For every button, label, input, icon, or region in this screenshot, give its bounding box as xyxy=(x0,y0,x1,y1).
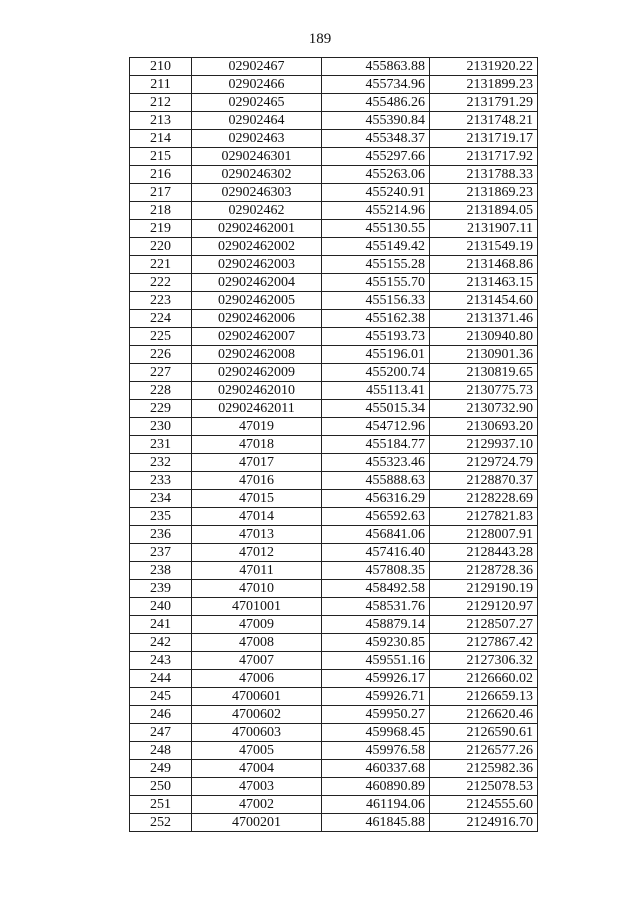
table-row xyxy=(130,292,538,310)
point-id-cell: 02902462008 xyxy=(192,346,322,364)
point-id-cell: 47003 xyxy=(192,778,322,796)
y-coordinate-cell: 2131748.21 xyxy=(430,112,538,130)
y-coordinate-cell: 2128443.28 xyxy=(430,544,538,562)
table-row xyxy=(130,238,538,256)
x-coordinate-cell: 455015.34 xyxy=(322,400,430,418)
x-coordinate-cell: 455113.41 xyxy=(322,382,430,400)
x-coordinate-cell: 455486.26 xyxy=(322,94,430,112)
row-number-cell: 216 xyxy=(130,166,192,184)
y-coordinate-cell: 2126590.61 xyxy=(430,724,538,742)
x-coordinate-cell: 455323.46 xyxy=(322,454,430,472)
y-coordinate-cell: 2124555.60 xyxy=(430,796,538,814)
x-coordinate-cell: 461194.06 xyxy=(322,796,430,814)
row-number-cell: 211 xyxy=(130,76,192,94)
point-id-cell: 4700602 xyxy=(192,706,322,724)
point-id-cell: 47006 xyxy=(192,670,322,688)
x-coordinate-cell: 455348.37 xyxy=(322,130,430,148)
x-coordinate-cell: 455196.01 xyxy=(322,346,430,364)
row-number-cell: 232 xyxy=(130,454,192,472)
point-id-cell: 02902462005 xyxy=(192,292,322,310)
x-coordinate-cell: 455149.42 xyxy=(322,238,430,256)
y-coordinate-cell: 2125982.36 xyxy=(430,760,538,778)
row-number-cell: 240 xyxy=(130,598,192,616)
table-row xyxy=(130,598,538,616)
y-coordinate-cell: 2126620.46 xyxy=(430,706,538,724)
point-id-cell: 02902462004 xyxy=(192,274,322,292)
x-coordinate-cell: 459968.45 xyxy=(322,724,430,742)
y-coordinate-cell: 2129724.79 xyxy=(430,454,538,472)
x-coordinate-cell: 454712.96 xyxy=(322,418,430,436)
table-row xyxy=(130,400,538,418)
table-row xyxy=(130,274,538,292)
table-row xyxy=(130,112,538,130)
point-id-cell: 02902462007 xyxy=(192,328,322,346)
row-number-cell: 234 xyxy=(130,490,192,508)
x-coordinate-cell: 455162.38 xyxy=(322,310,430,328)
point-id-cell: 02902467 xyxy=(192,58,322,76)
y-coordinate-cell: 2131454.60 xyxy=(430,292,538,310)
y-coordinate-cell: 2131920.22 xyxy=(430,58,538,76)
y-coordinate-cell: 2131791.29 xyxy=(430,94,538,112)
y-coordinate-cell: 2129120.97 xyxy=(430,598,538,616)
x-coordinate-cell: 459950.27 xyxy=(322,706,430,724)
x-coordinate-cell: 455297.66 xyxy=(322,148,430,166)
table-row xyxy=(130,706,538,724)
x-coordinate-cell: 460337.68 xyxy=(322,760,430,778)
y-coordinate-cell: 2131371.46 xyxy=(430,310,538,328)
table-row xyxy=(130,220,538,238)
row-number-cell: 218 xyxy=(130,202,192,220)
point-id-cell: 02902462011 xyxy=(192,400,322,418)
x-coordinate-cell: 460890.89 xyxy=(322,778,430,796)
y-coordinate-cell: 2130819.65 xyxy=(430,364,538,382)
point-id-cell: 02902462006 xyxy=(192,310,322,328)
row-number-cell: 241 xyxy=(130,616,192,634)
x-coordinate-cell: 455734.96 xyxy=(322,76,430,94)
row-number-cell: 212 xyxy=(130,94,192,112)
table-row xyxy=(130,490,538,508)
x-coordinate-cell: 455184.77 xyxy=(322,436,430,454)
table-row xyxy=(130,202,538,220)
y-coordinate-cell: 2130940.80 xyxy=(430,328,538,346)
table-row xyxy=(130,814,538,832)
y-coordinate-cell: 2131549.19 xyxy=(430,238,538,256)
y-coordinate-cell: 2131719.17 xyxy=(430,130,538,148)
point-id-cell: 4700601 xyxy=(192,688,322,706)
x-coordinate-cell: 458492.58 xyxy=(322,580,430,598)
point-id-cell: 02902462002 xyxy=(192,238,322,256)
row-number-cell: 243 xyxy=(130,652,192,670)
x-coordinate-cell: 455193.73 xyxy=(322,328,430,346)
x-coordinate-cell: 457416.40 xyxy=(322,544,430,562)
row-number-cell: 237 xyxy=(130,544,192,562)
point-id-cell: 47010 xyxy=(192,580,322,598)
y-coordinate-cell: 2125078.53 xyxy=(430,778,538,796)
y-coordinate-cell: 2124916.70 xyxy=(430,814,538,832)
point-id-cell: 47016 xyxy=(192,472,322,490)
coordinates-table xyxy=(129,57,538,832)
y-coordinate-cell: 2128728.36 xyxy=(430,562,538,580)
x-coordinate-cell: 455200.74 xyxy=(322,364,430,382)
row-number-cell: 245 xyxy=(130,688,192,706)
table-row xyxy=(130,562,538,580)
row-number-cell: 250 xyxy=(130,778,192,796)
y-coordinate-cell: 2131907.11 xyxy=(430,220,538,238)
row-number-cell: 252 xyxy=(130,814,192,832)
table-row xyxy=(130,634,538,652)
table-row xyxy=(130,328,538,346)
row-number-cell: 229 xyxy=(130,400,192,418)
coordinates-table-body xyxy=(130,58,538,832)
y-coordinate-cell: 2130901.36 xyxy=(430,346,538,364)
page-number: 189 xyxy=(308,31,332,47)
x-coordinate-cell: 455263.06 xyxy=(322,166,430,184)
table-row xyxy=(130,742,538,760)
y-coordinate-cell: 2127306.32 xyxy=(430,652,538,670)
table-row xyxy=(130,346,538,364)
table-row xyxy=(130,382,538,400)
table-row xyxy=(130,760,538,778)
y-coordinate-cell: 2128228.69 xyxy=(430,490,538,508)
y-coordinate-cell: 2126659.13 xyxy=(430,688,538,706)
x-coordinate-cell: 459926.17 xyxy=(322,670,430,688)
table-row xyxy=(130,76,538,94)
y-coordinate-cell: 2130693.20 xyxy=(430,418,538,436)
table-row xyxy=(130,58,538,76)
row-number-cell: 225 xyxy=(130,328,192,346)
table-row xyxy=(130,778,538,796)
y-coordinate-cell: 2126577.26 xyxy=(430,742,538,760)
row-number-cell: 248 xyxy=(130,742,192,760)
x-coordinate-cell: 458879.14 xyxy=(322,616,430,634)
x-coordinate-cell: 455888.63 xyxy=(322,472,430,490)
row-number-cell: 222 xyxy=(130,274,192,292)
point-id-cell: 02902465 xyxy=(192,94,322,112)
point-id-cell: 02902462010 xyxy=(192,382,322,400)
x-coordinate-cell: 459976.58 xyxy=(322,742,430,760)
row-number-cell: 244 xyxy=(130,670,192,688)
table-row xyxy=(130,688,538,706)
x-coordinate-cell: 455156.33 xyxy=(322,292,430,310)
point-id-cell: 4700201 xyxy=(192,814,322,832)
table-row xyxy=(130,94,538,112)
table-row xyxy=(130,148,538,166)
point-id-cell: 02902466 xyxy=(192,76,322,94)
table-row xyxy=(130,166,538,184)
x-coordinate-cell: 457808.35 xyxy=(322,562,430,580)
row-number-cell: 239 xyxy=(130,580,192,598)
x-coordinate-cell: 459551.16 xyxy=(322,652,430,670)
row-number-cell: 210 xyxy=(130,58,192,76)
x-coordinate-cell: 455240.91 xyxy=(322,184,430,202)
point-id-cell: 47004 xyxy=(192,760,322,778)
x-coordinate-cell: 455130.55 xyxy=(322,220,430,238)
row-number-cell: 235 xyxy=(130,508,192,526)
table-row xyxy=(130,310,538,328)
y-coordinate-cell: 2128007.91 xyxy=(430,526,538,544)
table-row xyxy=(130,724,538,742)
table-row xyxy=(130,130,538,148)
row-number-cell: 215 xyxy=(130,148,192,166)
row-number-cell: 228 xyxy=(130,382,192,400)
table-row xyxy=(130,256,538,274)
y-coordinate-cell: 2130732.90 xyxy=(430,400,538,418)
y-coordinate-cell: 2131899.23 xyxy=(430,76,538,94)
y-coordinate-cell: 2128870.37 xyxy=(430,472,538,490)
row-number-cell: 242 xyxy=(130,634,192,652)
x-coordinate-cell: 455863.88 xyxy=(322,58,430,76)
y-coordinate-cell: 2131463.15 xyxy=(430,274,538,292)
table-row xyxy=(130,796,538,814)
point-id-cell: 47013 xyxy=(192,526,322,544)
x-coordinate-cell: 456316.29 xyxy=(322,490,430,508)
table-row xyxy=(130,184,538,202)
table-row xyxy=(130,436,538,454)
point-id-cell: 02902462001 xyxy=(192,220,322,238)
point-id-cell: 02902462 xyxy=(192,202,322,220)
row-number-cell: 238 xyxy=(130,562,192,580)
point-id-cell: 4701001 xyxy=(192,598,322,616)
x-coordinate-cell: 455155.28 xyxy=(322,256,430,274)
point-id-cell: 47015 xyxy=(192,490,322,508)
point-id-cell: 47008 xyxy=(192,634,322,652)
table-row xyxy=(130,454,538,472)
point-id-cell: 47017 xyxy=(192,454,322,472)
y-coordinate-cell: 2129190.19 xyxy=(430,580,538,598)
row-number-cell: 247 xyxy=(130,724,192,742)
point-id-cell: 4700603 xyxy=(192,724,322,742)
row-number-cell: 251 xyxy=(130,796,192,814)
x-coordinate-cell: 455155.70 xyxy=(322,274,430,292)
y-coordinate-cell: 2126660.02 xyxy=(430,670,538,688)
row-number-cell: 231 xyxy=(130,436,192,454)
row-number-cell: 214 xyxy=(130,130,192,148)
row-number-cell: 246 xyxy=(130,706,192,724)
y-coordinate-cell: 2127867.42 xyxy=(430,634,538,652)
row-number-cell: 233 xyxy=(130,472,192,490)
row-number-cell: 236 xyxy=(130,526,192,544)
row-number-cell: 224 xyxy=(130,310,192,328)
x-coordinate-cell: 456841.06 xyxy=(322,526,430,544)
table-row xyxy=(130,580,538,598)
table-row xyxy=(130,364,538,382)
y-coordinate-cell: 2131468.86 xyxy=(430,256,538,274)
y-coordinate-cell: 2131788.33 xyxy=(430,166,538,184)
y-coordinate-cell: 2131894.05 xyxy=(430,202,538,220)
row-number-cell: 217 xyxy=(130,184,192,202)
point-id-cell: 47014 xyxy=(192,508,322,526)
row-number-cell: 219 xyxy=(130,220,192,238)
row-number-cell: 226 xyxy=(130,346,192,364)
table-row xyxy=(130,616,538,634)
x-coordinate-cell: 456592.63 xyxy=(322,508,430,526)
y-coordinate-cell: 2131717.92 xyxy=(430,148,538,166)
point-id-cell: 47007 xyxy=(192,652,322,670)
row-number-cell: 230 xyxy=(130,418,192,436)
row-number-cell: 227 xyxy=(130,364,192,382)
point-id-cell: 0290246302 xyxy=(192,166,322,184)
x-coordinate-cell: 455214.96 xyxy=(322,202,430,220)
table-row xyxy=(130,472,538,490)
y-coordinate-cell: 2131869.23 xyxy=(430,184,538,202)
point-id-cell: 47009 xyxy=(192,616,322,634)
x-coordinate-cell: 459230.85 xyxy=(322,634,430,652)
row-number-cell: 213 xyxy=(130,112,192,130)
table-row xyxy=(130,652,538,670)
y-coordinate-cell: 2128507.27 xyxy=(430,616,538,634)
point-id-cell: 0290246303 xyxy=(192,184,322,202)
point-id-cell: 02902462003 xyxy=(192,256,322,274)
point-id-cell: 47005 xyxy=(192,742,322,760)
row-number-cell: 223 xyxy=(130,292,192,310)
row-number-cell: 221 xyxy=(130,256,192,274)
point-id-cell: 47018 xyxy=(192,436,322,454)
y-coordinate-cell: 2129937.10 xyxy=(430,436,538,454)
point-id-cell: 02902464 xyxy=(192,112,322,130)
y-coordinate-cell: 2127821.83 xyxy=(430,508,538,526)
x-coordinate-cell: 458531.76 xyxy=(322,598,430,616)
row-number-cell: 220 xyxy=(130,238,192,256)
point-id-cell: 47011 xyxy=(192,562,322,580)
row-number-cell: 249 xyxy=(130,760,192,778)
point-id-cell: 47002 xyxy=(192,796,322,814)
table-row xyxy=(130,670,538,688)
point-id-cell: 47019 xyxy=(192,418,322,436)
table-row xyxy=(130,418,538,436)
point-id-cell: 47012 xyxy=(192,544,322,562)
table-row xyxy=(130,544,538,562)
x-coordinate-cell: 459926.71 xyxy=(322,688,430,706)
y-coordinate-cell: 2130775.73 xyxy=(430,382,538,400)
point-id-cell: 02902462009 xyxy=(192,364,322,382)
point-id-cell: 0290246301 xyxy=(192,148,322,166)
x-coordinate-cell: 461845.88 xyxy=(322,814,430,832)
x-coordinate-cell: 455390.84 xyxy=(322,112,430,130)
point-id-cell: 02902463 xyxy=(192,130,322,148)
table-row xyxy=(130,526,538,544)
table-row xyxy=(130,508,538,526)
